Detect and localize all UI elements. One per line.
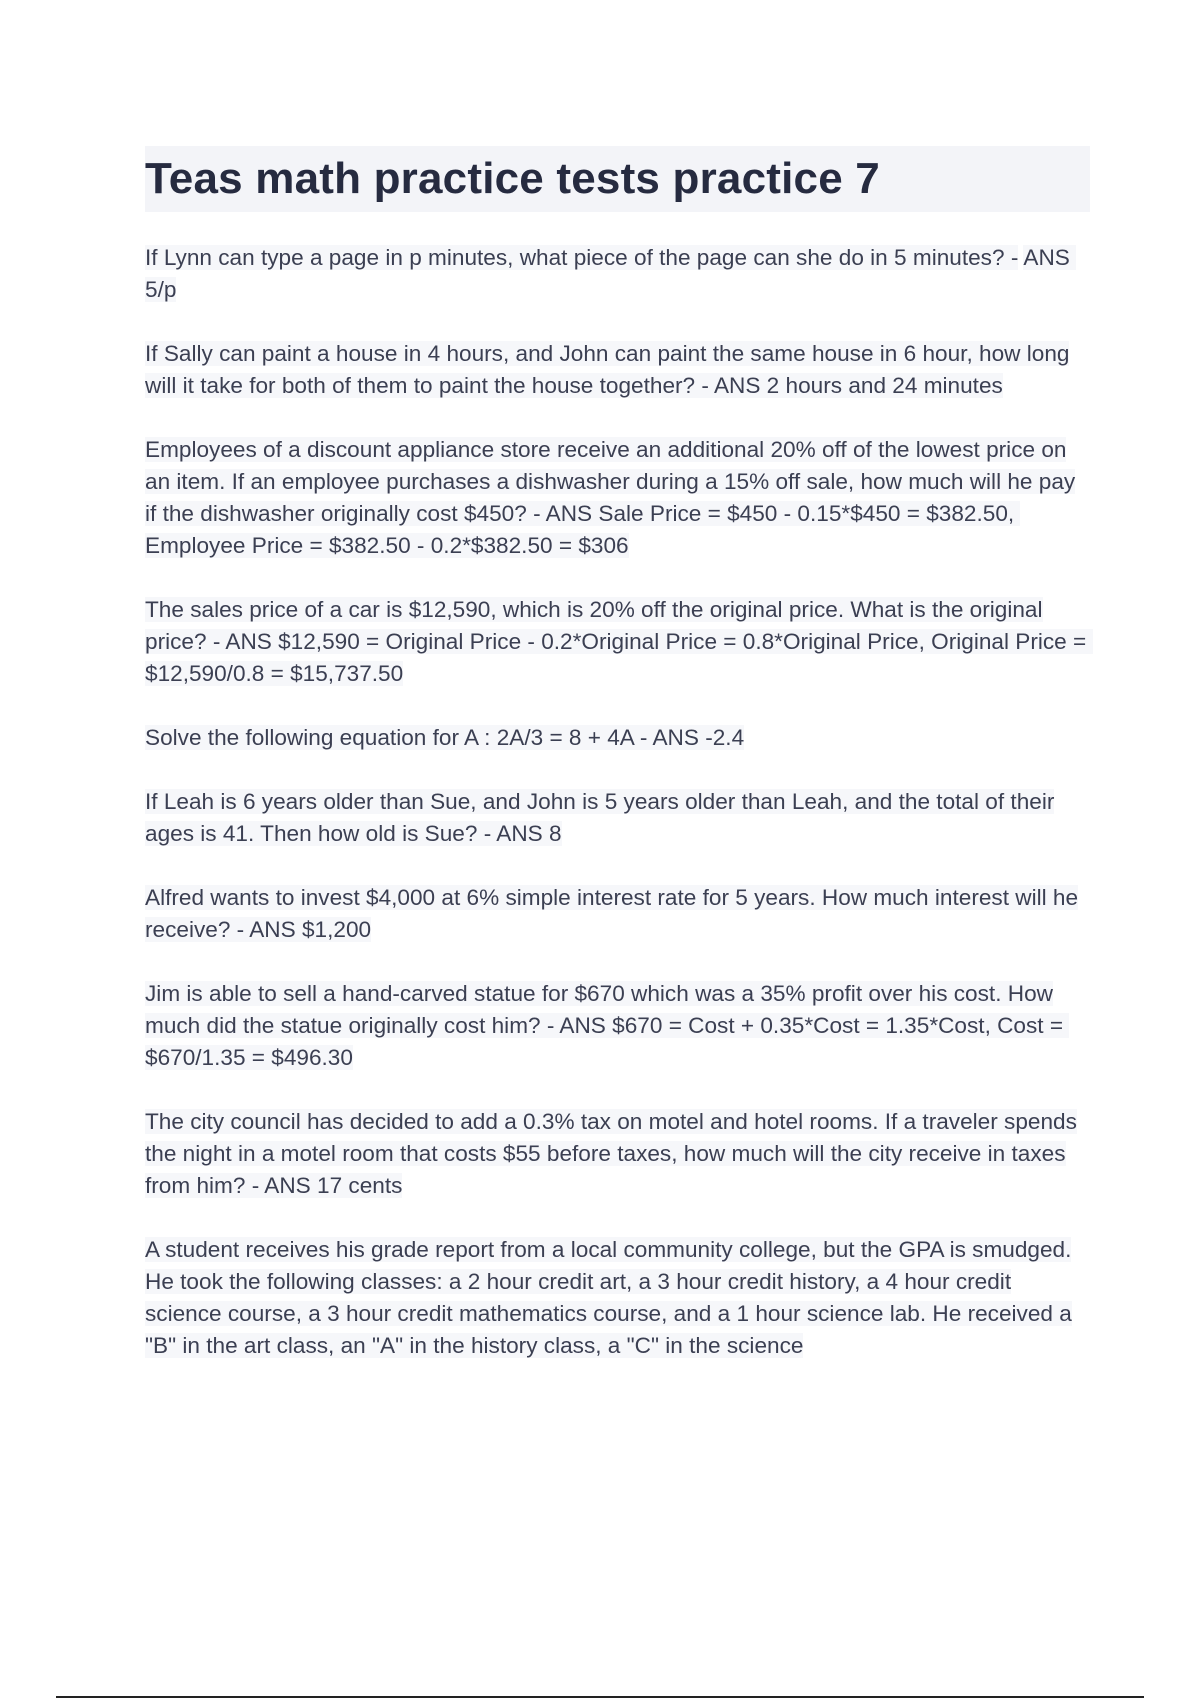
question-item-3 bbox=[145, 434, 1090, 562]
answer-text: ANS 2 hours and 24 minutes bbox=[713, 373, 1003, 398]
title-band bbox=[145, 146, 1090, 212]
question-text: The sales price of a car is $12,590, which is 20% off the original price. What is the original price? - bbox=[145, 597, 1043, 654]
question-text: Jim is able to sell a hand-carved statue for $670 which was a 35% profit over his cost. How much did the statue originally cost him? - bbox=[145, 981, 1053, 1038]
question-text: A student receives his grade report from a local community college, but the GPA is smudged. He took the following classes: a 2 hour credit art, a 3 hour credit history, a 4 hour credit science course, a 3 hour credit mathematics course, and a 1 hour science lab. He received a "B" in the art class, an "A" in the history class, a "C" in the science bbox=[145, 1237, 1072, 1358]
question-item-10 bbox=[145, 1234, 1090, 1362]
page-title: Teas math practice tests practice 7 bbox=[145, 154, 880, 203]
document-page bbox=[145, 146, 1093, 1394]
question-text: If Sally can paint a house in 4 hours, and John can paint the same house in 6 hour, how long will it take for both of them to paint the house together? - bbox=[145, 341, 1070, 398]
answer-text: ANS 5/p bbox=[145, 245, 1077, 302]
question-list bbox=[145, 242, 1093, 1362]
question-text: Employees of a discount appliance store receive an additional 20% off of the lowest price on an item. If an employee purchases a dishwasher during a 15% off sale, how much will he pay if the dishwasher originally cost $450? - bbox=[145, 437, 1076, 526]
question-item-9 bbox=[145, 1106, 1090, 1202]
question-item-4 bbox=[145, 594, 1093, 690]
answer-text: ANS 17 cents bbox=[264, 1173, 403, 1198]
question-item-7 bbox=[145, 882, 1090, 946]
answer-text: ANS $1,200 bbox=[249, 917, 372, 942]
answer-text: ANS 8 bbox=[496, 821, 562, 846]
question-text: If Leah is 6 years older than Sue, and John is 5 years older than Leah, and the total of their ages is 41. Then how old is Sue? - bbox=[145, 789, 1055, 846]
question-item-1 bbox=[145, 242, 1090, 306]
answer-text: ANS Sale Price = $450 - 0.15*$450 = $382.50, Employee Price = $382.50 - 0.2*$382.50 = $306 bbox=[145, 501, 1021, 558]
question-text: The city council has decided to add a 0.3% tax on motel and hotel rooms. If a traveler spends the night in a motel room that costs $55 before taxes, how much will the city receive in taxes from him? - bbox=[145, 1109, 1077, 1198]
answer-text: ANS $670 = Cost + 0.35*Cost = 1.35*Cost, Cost = $670/1.35 = $496.30 bbox=[145, 1013, 1070, 1070]
answer-text: ANS -2.4 bbox=[652, 725, 745, 750]
answer-text: ANS $12,590 = Original Price - 0.2*Original Price = 0.8*Original Price, Original Price = $12,590/0.8 = $15,737.50 bbox=[145, 629, 1093, 686]
question-item-5 bbox=[145, 722, 1090, 754]
question-text: Alfred wants to invest $4,000 at 6% simple interest rate for 5 years. How much interest will he receive? - bbox=[145, 885, 1079, 942]
question-text: Solve the following equation for A : 2A/3 = 8 + 4A - bbox=[145, 725, 653, 750]
question-text: If Lynn can type a page in p minutes, what piece of the page can she do in 5 minutes? - bbox=[145, 245, 1019, 270]
question-item-6 bbox=[145, 786, 1090, 850]
footer-divider bbox=[56, 1696, 1144, 1698]
question-item-8 bbox=[145, 978, 1090, 1074]
question-item-2 bbox=[145, 338, 1090, 402]
